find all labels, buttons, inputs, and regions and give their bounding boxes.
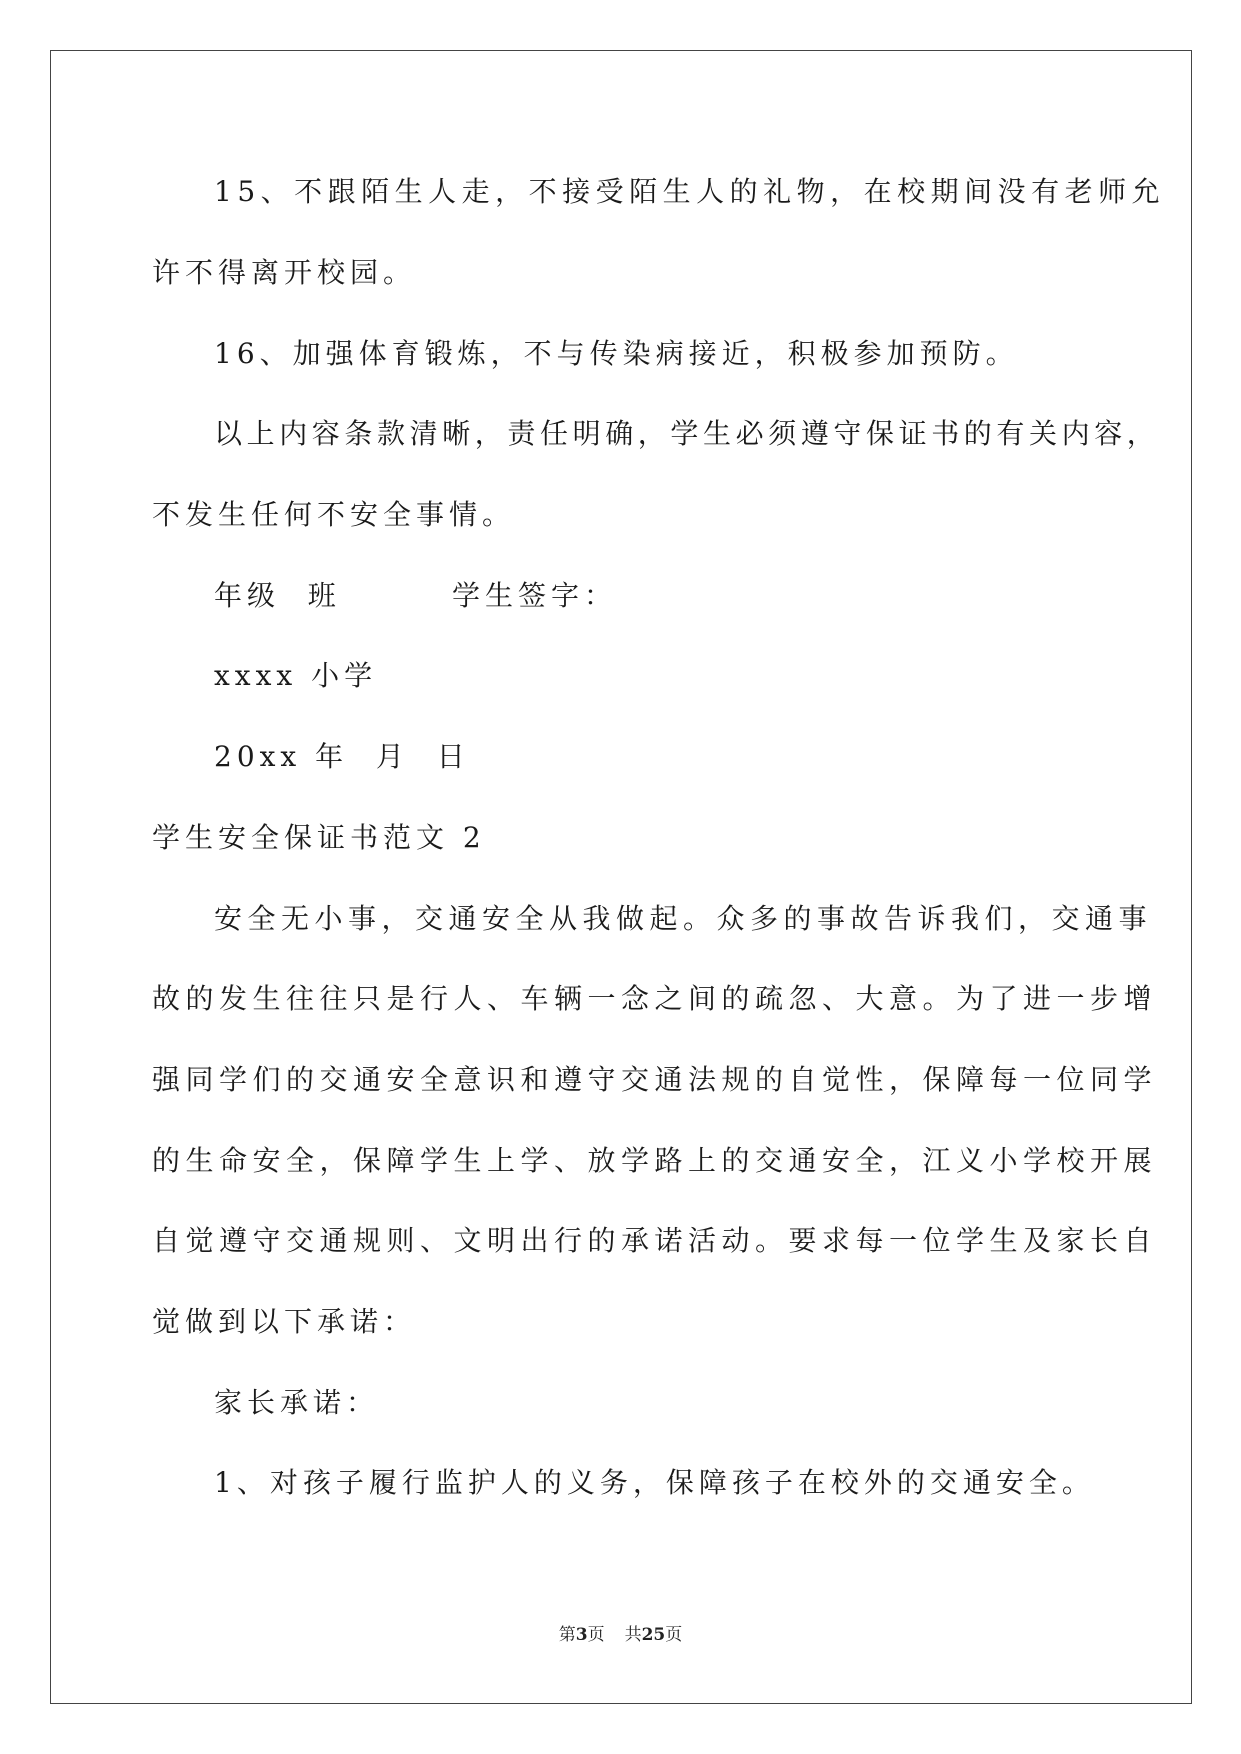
paragraph-line: 的生命安全，保障学生上学、放学路上的交通安全，江义小学校开展	[152, 1144, 1158, 1177]
section-title: 学生安全保证书范文 2	[152, 821, 486, 854]
page-footer	[0, 1620, 1241, 1645]
paragraph-line: 许不得离开校园。	[152, 256, 417, 289]
paragraph-line: 以上内容条款清晰，责任明确，学生必须遵守保证书的有关内容，	[214, 417, 1160, 450]
paragraph-line: 觉做到以下承诺：	[152, 1305, 417, 1338]
total-pages: 25	[641, 1625, 666, 1645]
page-border	[50, 50, 1192, 1704]
page-prefix: 第	[558, 1625, 576, 1645]
total-prefix: 共	[624, 1625, 642, 1645]
paragraph-line: 不发生任何不安全事情。	[152, 498, 516, 531]
paragraph-line: 故的发生往往只是行人、车辆一念之间的疏忽、大意。为了进一步增	[152, 982, 1158, 1015]
subheading-parent-promise: 家长承诺：	[214, 1386, 380, 1419]
list-item: 1、对孩子履行监护人的义务，保障孩子在校外的交通安全。	[214, 1466, 1095, 1499]
paragraph-line: 安全无小事，交通安全从我做起。众多的事故告诉我们，交通事	[214, 902, 1153, 935]
school-name: xxxx 小学	[214, 659, 378, 692]
signature-line: 年级 班 学生签字：	[214, 579, 618, 612]
paragraph-line: 16、加强体育锻炼，不与传染病接近，积极参加预防。	[214, 337, 1019, 370]
page-suffix: 页	[587, 1625, 605, 1645]
paragraph-line: 15、不跟陌生人走，不接受陌生人的礼物，在校期间没有老师允	[214, 175, 1166, 208]
total-suffix: 页	[665, 1625, 683, 1645]
date-line: 20xx 年 月 日	[214, 740, 470, 773]
paragraph-line: 强同学们的交通安全意识和遵守交通法规的自觉性，保障每一位同学	[152, 1063, 1158, 1096]
page-number: 3	[575, 1625, 588, 1645]
paragraph-line: 自觉遵守交通规则、文明出行的承诺活动。要求每一位学生及家长自	[152, 1224, 1158, 1257]
